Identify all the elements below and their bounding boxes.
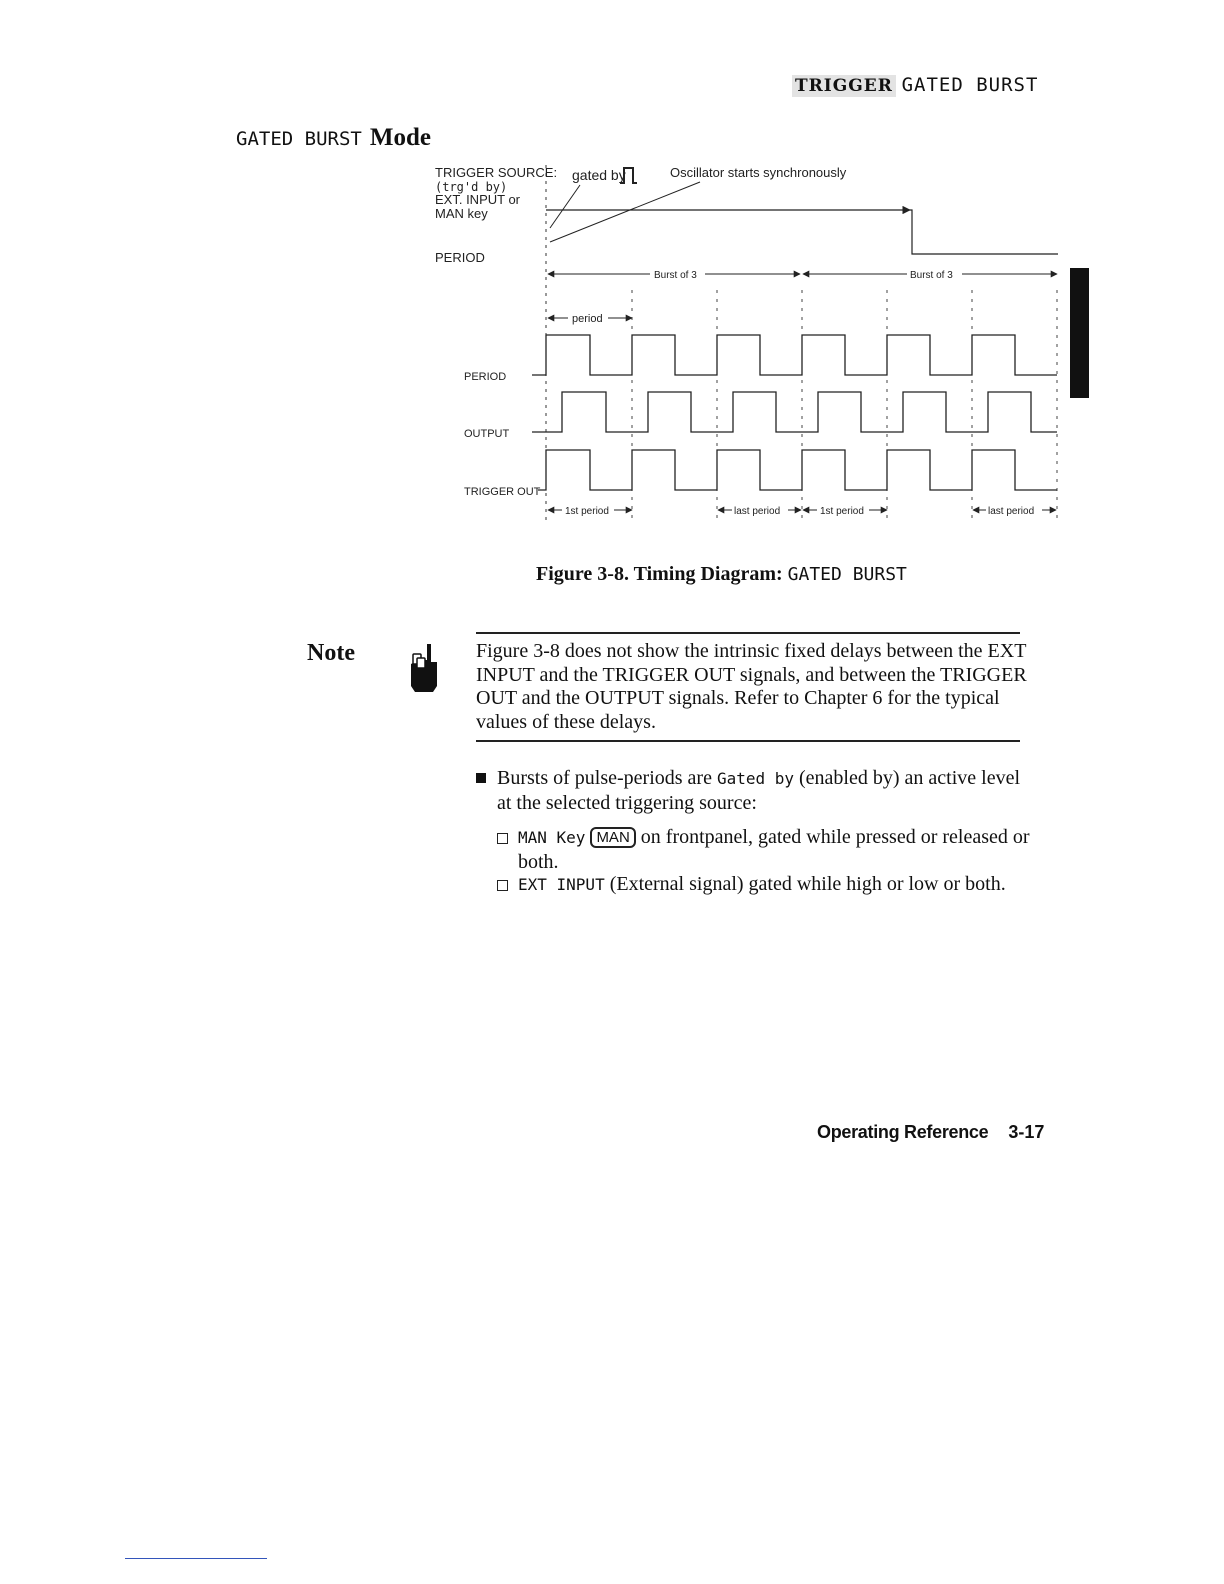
checkbox-square-icon [497,833,508,844]
trigger-source-label: TRIGGER SOURCE: [435,165,558,180]
bullet-main-pre: Bursts of pulse-periods are [497,767,712,789]
section-title [236,124,431,152]
bullet-square-icon [476,773,486,783]
checkbox-square-icon [497,880,508,891]
ext-input-or-label: EXT. INPUT or [435,192,521,207]
gate-signal-fall [910,210,1058,254]
running-header [792,74,1038,97]
last-period-label-1: last period [734,506,781,517]
period-label: PERIOD [435,250,485,265]
section-mode-name: GATED BURST [236,128,362,150]
bottom-rule [125,1558,267,1559]
chapter-tab [1070,268,1089,398]
first-period-label-2: 1st period [820,506,864,517]
footer-page-number: 3-17 [1008,1122,1045,1142]
sub-bullet-ext-input [497,872,1037,897]
bullet-main [476,766,1036,815]
signal-label-period: PERIOD [464,371,507,383]
note-label: Note [307,640,355,666]
note-text: Figure 3-8 does not show the intrinsic fixed delays between the EXT INPUT and the TRIGGER OUT signals, and between the TRIGGER OUT and the OUTPUT signals. Refer to Chapter 6 for the typical values of these delays. [476,640,1027,733]
signal-label-trigger-out: TRIGGER OUT [464,486,541,498]
pointer-line-osc [550,182,700,242]
man-keycap: MAN [590,827,635,848]
last-period-label-2: last period [988,506,1035,517]
osc-sync-label: Oscillator starts synchronously [670,165,847,180]
pointing-hand-icon [407,642,441,694]
trgd-by-label: (trg'd by) [435,180,508,194]
gated-by-label: gated by [572,167,626,183]
sub1-code: MAN Key [518,828,586,847]
timing-diagram [420,150,1080,540]
note-rule-top [476,632,1020,634]
burst-label-1: Burst of 3 [654,270,697,281]
output-waveform [532,392,1057,432]
signal-label-output: OUTPUT [464,428,510,440]
sub1-text: on frontpanel, gated while pressed or released or both. [518,826,1030,873]
first-period-label-1: 1st period [565,506,609,517]
bullet-main-code: Gated by [716,769,795,788]
note-rule-bottom [476,740,1020,742]
man-key-label: MAN key [435,206,488,221]
header-trigger-keyword: TRIGGER [792,75,896,97]
sub-bullet-man-key [497,825,1037,874]
period-waveform [532,335,1057,375]
burst-label-2: Burst of 3 [910,270,953,281]
section-title-word: Mode [369,124,431,151]
figure-caption-mode: GATED BURST [787,564,907,585]
period-short-label: period [572,313,603,325]
trigger-out-waveform [538,450,1057,490]
footer-title: Operating Reference [817,1122,989,1142]
header-mode: GATED BURST [901,74,1039,96]
page-footer [817,1122,1044,1143]
bullet-main-post: (enabled by) an active level at the selected triggering source: [497,767,1021,814]
figure-caption [536,563,907,586]
sub2-text: (External signal) gated while high or low or both. [609,873,1006,895]
pointer-line-gate [550,185,580,228]
figure-caption-label: Figure 3-8. Timing Diagram: [536,563,783,585]
sub2-code: EXT INPUT [518,875,605,894]
